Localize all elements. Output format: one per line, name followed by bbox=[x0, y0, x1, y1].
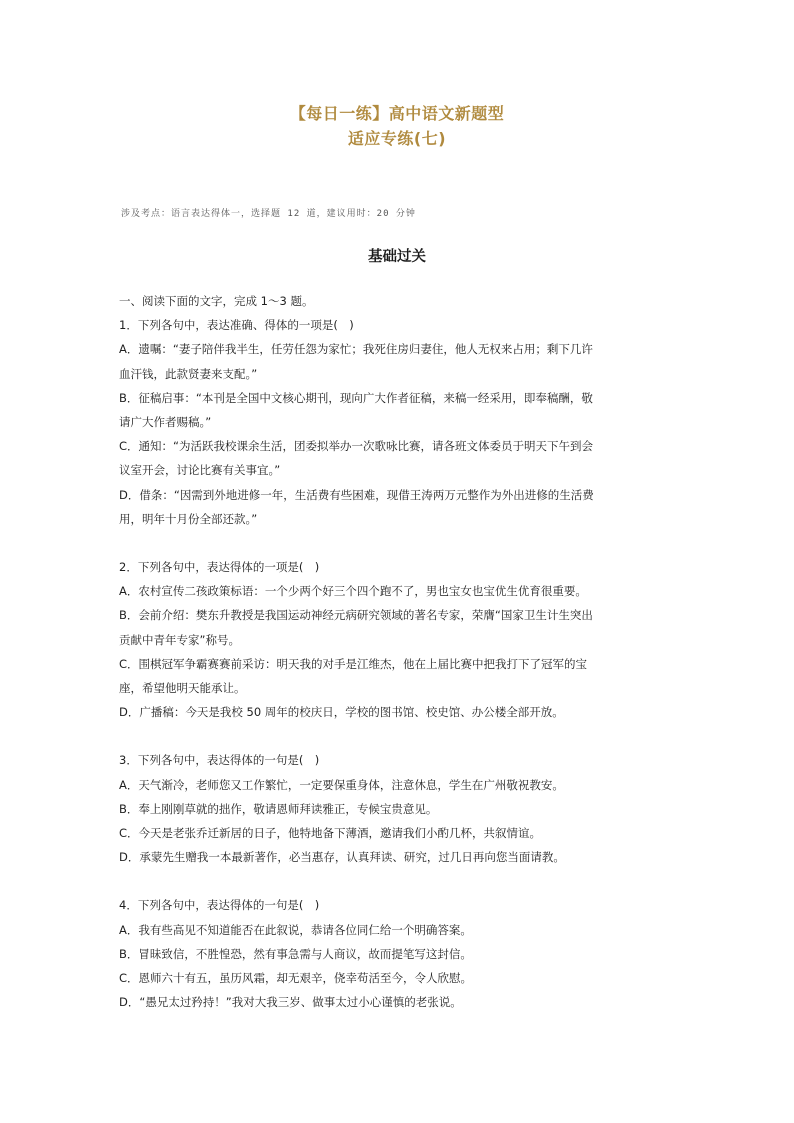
option-line: 请广大作者赐稿。” bbox=[119, 415, 212, 430]
option-line: 血汗钱，此款贤妻来支配。” bbox=[119, 366, 258, 381]
option-line: A．我有些高见不知道能否在此叙说，恭请各位同仁给一个明确答案。 bbox=[119, 922, 472, 937]
option-line: A．天气渐冷，老师您又工作繁忙，一定要保重身体，注意休息，学生在广州敬祝教安。 bbox=[119, 777, 564, 792]
option-line: 座，希望他明天能承让。 bbox=[119, 681, 246, 696]
option-line: B．冒昧致信，不胜惶恐，然有事急需与人商议，故而提笔写这封信。 bbox=[119, 946, 472, 961]
exam-meta-info: 涉及考点：语言表达得体一，选择题 12 道，建议用时：20 分钟 bbox=[121, 209, 416, 219]
question-stem: 3．下列各句中，表达得体的一句是( ) bbox=[119, 753, 320, 768]
option-line: 贡献中青年专家”称号。 bbox=[119, 632, 240, 647]
option-line: 用，明年十月份全部还款。” bbox=[119, 511, 258, 526]
option-line: D．广播稿：今天是我校 50 周年的校庆日，学校的图书馆、校史馆、办公楼全部开放。 bbox=[119, 705, 564, 720]
question-spacer bbox=[119, 869, 675, 893]
part-intro: 一、阅读下面的文字，完成 1～3 题。 bbox=[119, 294, 314, 308]
option-line: 议室开会，讨论比赛有关事宜。” bbox=[119, 463, 281, 478]
option-line: B．征稿启事：“本刊是全国中文核心期刊，现向广大作者征稿，来稿一经采用，即奉稿酬，敬 bbox=[119, 390, 593, 405]
question-stem: 2．下列各句中，表达得体的一项是( ) bbox=[119, 560, 320, 575]
option-line: D．借条：“因需到外地进修一年，生活费有些困难，现借王涛两万元整作为外出进修的生活费 bbox=[119, 487, 594, 502]
option-line: C．围棋冠军争霸赛赛前采访：明天我的对手是江维杰，他在上届比赛中把我打下了冠军的宝 bbox=[119, 656, 588, 671]
option-line: A．遗嘱：“妻子陪伴我半生，任劳任怨为家忙；我死住房归妻住，他人无权来占用；剩下几许 bbox=[119, 342, 593, 357]
option-line: D．“愚兄太过矜持！”我对大我三岁、做事太过小心谨慎的老张说。 bbox=[119, 995, 462, 1010]
question-stem: 4．下列各句中，表达得体的一句是( ) bbox=[119, 898, 320, 913]
option-line: C．今天是老张乔迁新居的日子，他特地备下薄酒，邀请我们小酌几杯，共叙情谊。 bbox=[119, 826, 542, 841]
option-line: B．奉上刚刚草就的拙作，敬请恩师拜读雅正，专候宝贵意见。 bbox=[119, 801, 438, 816]
question-spacer bbox=[119, 724, 675, 748]
section-heading: 基础过关 bbox=[368, 249, 426, 265]
page-subtitle: 适应专练(七) bbox=[347, 129, 447, 148]
option-line: B．会前介绍：樊东升教授是我国运动神经元病研究领域的著名专家，荣膺“国家卫生计生突出 bbox=[119, 608, 593, 623]
option-line: C．恩师六十有五，虽历风霜，却无艰辛，侥幸苟活至今，令人欣慰。 bbox=[119, 971, 473, 986]
question-body bbox=[119, 289, 675, 1014]
question-stem: 1．下列各句中，表达准确、得体的一项是( ) bbox=[119, 318, 354, 333]
option-line: C．通知：“为活跃我校课余生活，团委拟举办一次歌咏比赛，请各班文体委员于明天下午到会 bbox=[119, 439, 593, 454]
question-spacer bbox=[119, 531, 675, 555]
option-line: D．承蒙先生赠我一本最新著作，必当惠存，认真拜读、研究，过几日再向您当面请教。 bbox=[119, 850, 565, 865]
page-title: 【每日一练】高中语文新题型 bbox=[289, 104, 505, 123]
option-line: A．农村宣传二孩政策标语：一个少两个好三个四个跑不了，男也宝女也宝优生优育很重要。 bbox=[119, 584, 587, 599]
